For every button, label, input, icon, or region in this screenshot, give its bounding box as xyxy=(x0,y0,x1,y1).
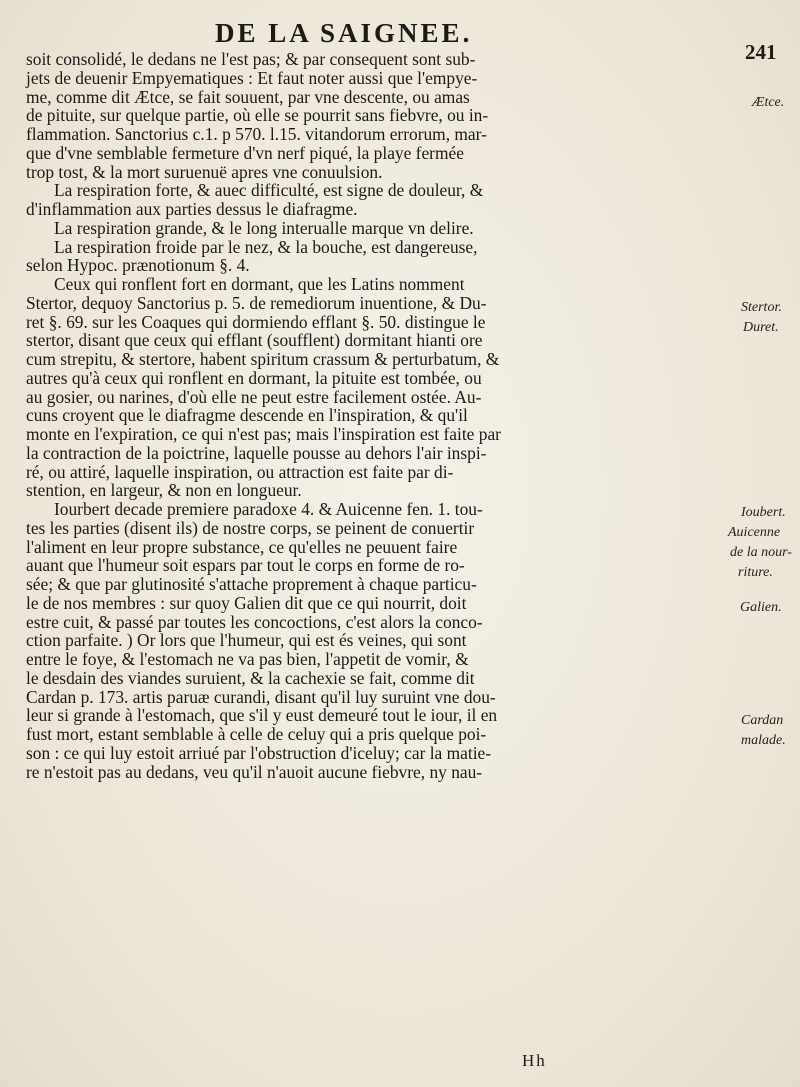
text-line: flammation. Sanctorius c.1. p 570. l.15. vitandorum errorum, mar- xyxy=(26,124,487,144)
text-line: monte en l'expiration, ce qui n'est pas; mais l'inspiration est faite par xyxy=(26,424,501,444)
text-line: la contraction de la poictrine, laquelle pousse au dehors l'air inspi- xyxy=(26,442,487,463)
margin-note: Duret. xyxy=(743,320,779,335)
text-line: soit consolidé, le dedans ne l'est pas; & par consequent sont sub- xyxy=(26,49,476,69)
text-line: son : ce qui luy estoit arriué par l'obstruction d'iceluy; car la matie- xyxy=(26,742,492,763)
text-line: tes les parties (disent ils) de nostre corps, se peinent de conuertir xyxy=(26,517,475,538)
text-line: Ceux qui ronflent fort en dormant, que les Latins nomment xyxy=(54,274,465,294)
text-line: sée; & que par glutinosité s'attache proprement à chaque particu- xyxy=(26,574,477,594)
text-line: re n'estoit pas au dedans, veu qu'il n'auoit aucune fiebvre, ny nau- xyxy=(26,761,483,782)
text-line: auant que l'humeur soit espars par tout le corps en forme de ro- xyxy=(26,555,465,576)
text-line: La respiration forte, & auec difficulté, est signe de douleur, & xyxy=(54,180,484,201)
signature-mark: Hh xyxy=(522,1051,547,1070)
text-line: cum strepitu, & stertore, habent spiritum crassum & perturbatum, & xyxy=(26,349,500,369)
running-head: DE LA SAIGNEE. xyxy=(215,18,473,48)
text-line: La respiration grande, & le long interualle marque vn delire. xyxy=(54,217,474,238)
text-line: Stertor, dequoy Sanctorius p. 5. de remediorum inuentione, & Du- xyxy=(26,292,487,313)
text-line: leur si grande à l'estomach, que s'il y eust demeuré tout le iour, il en xyxy=(26,705,498,726)
text-line: que d'vne semblable fermeture d'vn nerf piqué, la playe fermée xyxy=(26,142,464,163)
margin-note: malade. xyxy=(741,733,786,748)
margin-note: Auicenne xyxy=(728,525,781,540)
page-number: 241 xyxy=(745,40,777,64)
text-line: cuns croyent que le diafragme descende en l'inspiration, & qu'il xyxy=(26,405,468,426)
text-line: selon Hypoc. prænotionum §. 4. xyxy=(26,255,250,276)
text-line: trop tost, & la mort suruenuë apres vne conuulsion. xyxy=(26,161,383,182)
text-line: entre le foye, & l'estomach ne va pas bien, l'appetit de vomir, & xyxy=(26,649,469,669)
margin-note: riture. xyxy=(738,565,773,580)
text-line: le desdain des viandes suruient, & la cachexie se fait, comme dit xyxy=(26,667,475,688)
text-line: stertor, disant que ceux qui efflant (soufflent) dormitant hianti ore xyxy=(26,330,483,351)
text-line: stention, en largeur, & non en longueur. xyxy=(26,480,302,501)
text-line: ré, ou attiré, laquelle inspiration, ou attraction est faite par di- xyxy=(26,461,454,482)
text-line: estre cuit, & passé par toutes les concoctions, c'est alors la conco- xyxy=(26,611,483,632)
margin-note: Stertor. xyxy=(741,300,782,315)
text-line: le de nos membres : sur quoy Galien dit que ce qui nourrit, doit xyxy=(26,592,467,613)
text-line: au gosier, ou narines, d'où elle ne peut estre facilement ostée. Au- xyxy=(26,386,482,407)
margin-note: de la nour- xyxy=(730,545,792,560)
margin-note: Galien. xyxy=(740,600,782,615)
text-line: La respiration froide par le nez, & la bouche, est dangereuse, xyxy=(54,236,478,257)
text-line: ction parfaite. ) Or lors que l'humeur, qui est és veines, qui sont xyxy=(26,630,467,651)
margin-note: Ioubert. xyxy=(741,505,786,520)
text-line: ret §. 69. sur les Coaques qui dormiendo efflant §. 50. distingue le xyxy=(26,311,486,332)
text-line: de pituite, sur quelque partie, où elle se pourrit sans fiebvre, ou in- xyxy=(26,105,489,126)
text-line: autres qu'à ceux qui ronflent en dormant, la pituite est tombée, ou xyxy=(26,367,482,388)
text-line: Iourbert decade premiere paradoxe 4. & Auicenne fen. 1. tou- xyxy=(54,499,483,519)
text-line: fust mort, estant semblable à celle de celuy qui a pris quelque poi- xyxy=(26,724,487,744)
margin-note: Ætce. xyxy=(752,95,785,110)
text-line: l'aliment en leur propre substance, ce qu'elles ne peuuent faire xyxy=(26,536,458,557)
text-line: me, comme dit Ætce, se fait souuent, par vne descente, ou amas xyxy=(26,86,470,107)
body-text xyxy=(26,50,751,781)
margin-note: Cardan xyxy=(741,713,784,728)
text-line: d'inflammation aux parties dessus le diafragme. xyxy=(26,199,358,219)
text-line: jets de deuenir Empyematiques : Et faut noter aussi que l'empye- xyxy=(26,67,478,88)
text-line: Cardan p. 173. artis paruæ curandi, disant qu'il luy suruint vne dou- xyxy=(26,686,496,707)
